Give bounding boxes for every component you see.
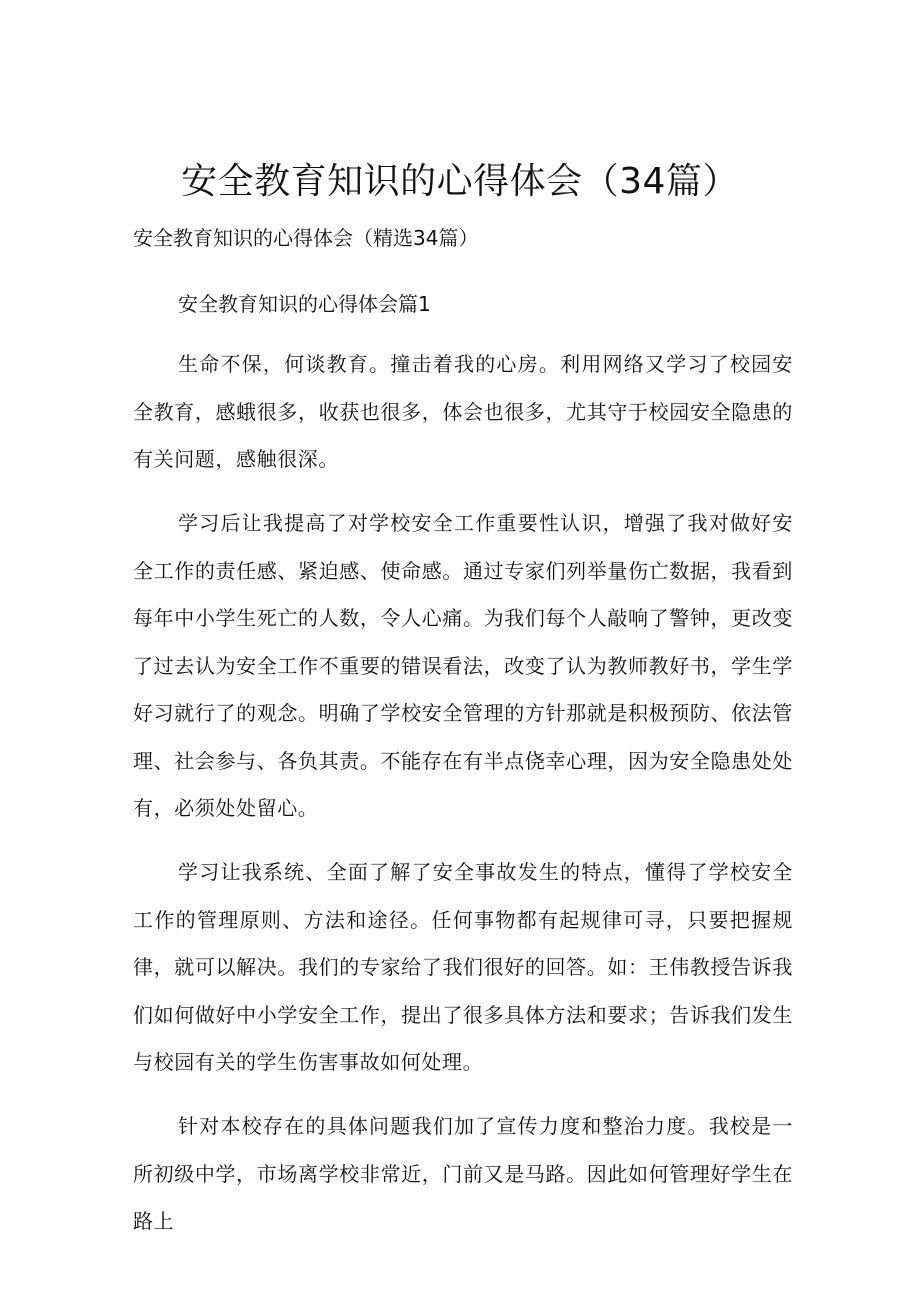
document-subtitle: 安全教育知识的心得体会（精选34篇） (133, 226, 479, 250)
body-paragraph-4: 针对本校存在的具体问题我们加了宣传力度和整治力度。我校是一所初级中学，市场离学校非常近，门前又是马路。因此如何管理好学生在路上 (133, 1114, 793, 1233)
body-paragraph-1: 生命不保，何谈教育。撞击着我的心房。利用网络又学习了校园安全教育，感蛾很多，收获也很多，体会也很多，尤其守于校园安全隐患的有关问题，感触很深。 (133, 352, 793, 471)
body-paragraph-2: 学习后让我提高了对学校安全工作重要性认识，增强了我对做好安全工作的责任感、紧迫感、使命感。通过专家们列举量伤亡数据，我看到每年中小学生死亡的人数，令人心痛。为我们每个人敲响了警钟，更改变了过去认为安全工作不重要的错误看法，改变了认为教师教好书，学生学好习就行了的观念。明确了学校安全管理的方针那就是积极预防、依法管理、社会参与、各负其责。不能存在有半点侥幸心理，因为安全隐患处处有，必须处处留心。 (133, 511, 793, 820)
body-paragraph-3: 学习让我系统、全面了解了安全事故发生的特点，懂得了学校安全工作的管理原则、方法和途径。任何事物都有起规律可寻，只要把握规律，就可以解决。我们的专家给了我们很好的回答。如：王伟教授告诉我们如何做好中小学安全工作，提出了很多具体方法和要求；告诉我们发生与校园有关的学生伤害事故如何处理。 (133, 860, 793, 1074)
section-heading: 安全教育知识的心得体会篇1 (178, 292, 431, 316)
document-title: 安全教育知识的心得体会（34篇） (181, 161, 739, 202)
